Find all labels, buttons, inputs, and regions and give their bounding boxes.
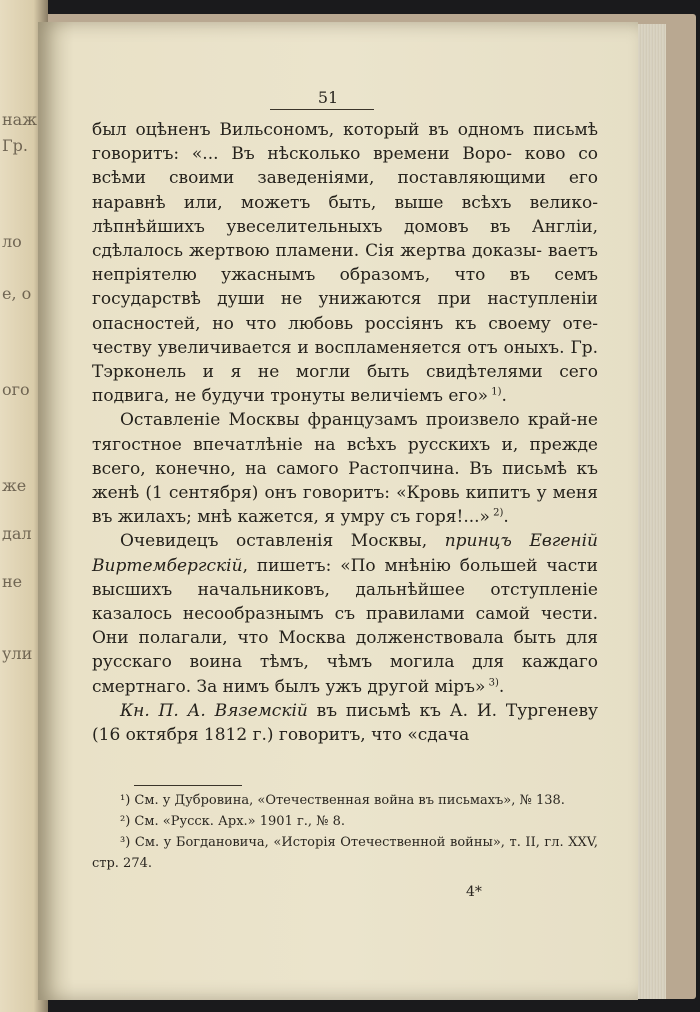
line: опасностей, но что любовь россіянъ къ своему оте-	[92, 313, 598, 334]
line: честву увеличивается и воспламеняется отъ оныхъ.	[92, 337, 565, 358]
left-page-fragment: наж Гр. ло е, о ого же дал не ули	[0, 0, 48, 1012]
line: письмѣ говоритъ: «... Въ нѣсколько времени Воро-	[92, 120, 598, 165]
line: был оцѣненъ Вильсономъ, который въ одномъ	[92, 120, 525, 140]
paragraph-text: Оставленіе Москвы французамъ произвело край-не тягостное впечатлѣніе на всѣхъ русскихъ и, прежде всего, конечно, на самого Растопчина. Въ письмѣ къ женѣ (1 сентября) онъ говоритъ: «Кровь кипитъ у меня въ жилахъ; мнѣ кажется, я умру съ горя!...»	[92, 410, 598, 528]
line: Гр. Тэрконель и я не могли быть свидѣтелями сего	[92, 337, 599, 383]
line: лѣпнѣйшихъ увеселительныхъ домовъ въ Англіи,	[92, 216, 598, 237]
line: государствѣ души не унижаются при наступленіи	[92, 289, 598, 310]
footnote: ¹) См. у Дубровина, «Отечественная война въ письмахъ», № 138.	[120, 793, 565, 808]
italic-name: Кн. П. А. Вяземскій	[120, 700, 308, 721]
footnotes	[92, 790, 598, 874]
paragraph-4	[92, 699, 598, 747]
paragraph-text: въ письмѣ къ А. И. Тургеневу (16 октября 1812 г.) говоритъ, что «сдача	[92, 700, 599, 746]
paragraph-text: , пишетъ: «По мнѣнію большей части высшихъ начальниковъ, дальнѣйшее отступленіе казалось несообразнымъ съ правилами самой чести. Они полагали, что Москва долженствовала быть для русскаго воина тѣмъ, чѣмъ могила для каждаго смертнаго. За нимъ былъ ужъ другой міръ»	[92, 555, 598, 697]
line: ково со всѣми своими заведеніями, поставляющими	[92, 144, 599, 189]
footnote: ³) См. у Богдановича, «Исторія Отечественной войны», т. II, гл. XXV, стр. 274.	[92, 835, 598, 871]
footnote-rule	[134, 785, 242, 786]
italic-name: принцъ Евгеній Виртембергскій	[92, 531, 598, 576]
footnote-marker: 1	[491, 386, 498, 398]
footnote-marker: 2	[493, 507, 500, 519]
page-number-rule	[270, 109, 374, 110]
paragraph-2: Оставленіе Москвы французамъ произвело край-не тягостное впечатлѣніе на всѣхъ русскихъ и, прежде всего, конечно, на самого Растопчина. Въ письмѣ къ женѣ (1 сентября) онъ говоритъ: «Кровь кипитъ у меня въ жилахъ; мнѣ кажется, я умру съ горя!...» $^{2)}$.	[92, 410, 598, 528]
printer-signature: 4*	[466, 884, 482, 900]
line: подвига, не будучи тронуты величіемъ его»	[92, 386, 488, 407]
page-number: 51	[317, 88, 339, 107]
book-page	[38, 22, 638, 1000]
paragraph-text: Очевидецъ оставленія Москвы,	[120, 531, 428, 552]
paragraph-3: Очевидецъ оставленія Москвы, принцъ Евгеній Виртембергскій, пишетъ: «По мнѣнію большей части высшихъ начальниковъ, дальнѣйшее отступленіе казалось несообразнымъ съ правилами самой чести. Они полагали, что Москва долженствовала быть для русскаго воина тѣмъ, чѣмъ могила для каждаго смертнаго. За нимъ былъ ужъ другой міръ» $^{3)}$.	[92, 531, 598, 697]
page-edges	[636, 24, 666, 999]
line: его наравнѣ или, можетъ быть, выше всѣхъ велико-	[92, 168, 599, 213]
footnote-marker: 3	[488, 677, 495, 689]
line: сдѣлалось жертвою пламени. Сія жертва доказы-	[92, 241, 542, 262]
paragraph-1: был оцѣненъ Вильсономъ, который въ одномъ письмѣ говоритъ: «... Въ нѣсколько времени Воро- ково со всѣми своими заведеніями, поставляющими его наравнѣ или, можетъ быть, выше всѣхъ велико- лѣпнѣйшихъ увеселительныхъ домовъ въ Англіи, сдѣлалось жертвою пламени. Сія жертва доказы- ваетъ непріятелю ужаснымъ образомъ, что въ семъ государствѣ души не унижаются при наступленіи опасностей, но что любовь россіянъ къ своему оте- честву увеличивается и воспламеняется отъ оныхъ. Гр. Тэрконель и я не могли быть свидѣтелями сего подвига, не будучи тронуты величіемъ его» $^{1)}$.	[92, 120, 599, 407]
line: ваетъ непріятелю ужаснымъ образомъ, что въ семъ	[92, 241, 598, 286]
body-text	[92, 118, 598, 747]
footnote: ²) См. «Русск. Арх.» 1901 г., № 8.	[120, 814, 346, 829]
